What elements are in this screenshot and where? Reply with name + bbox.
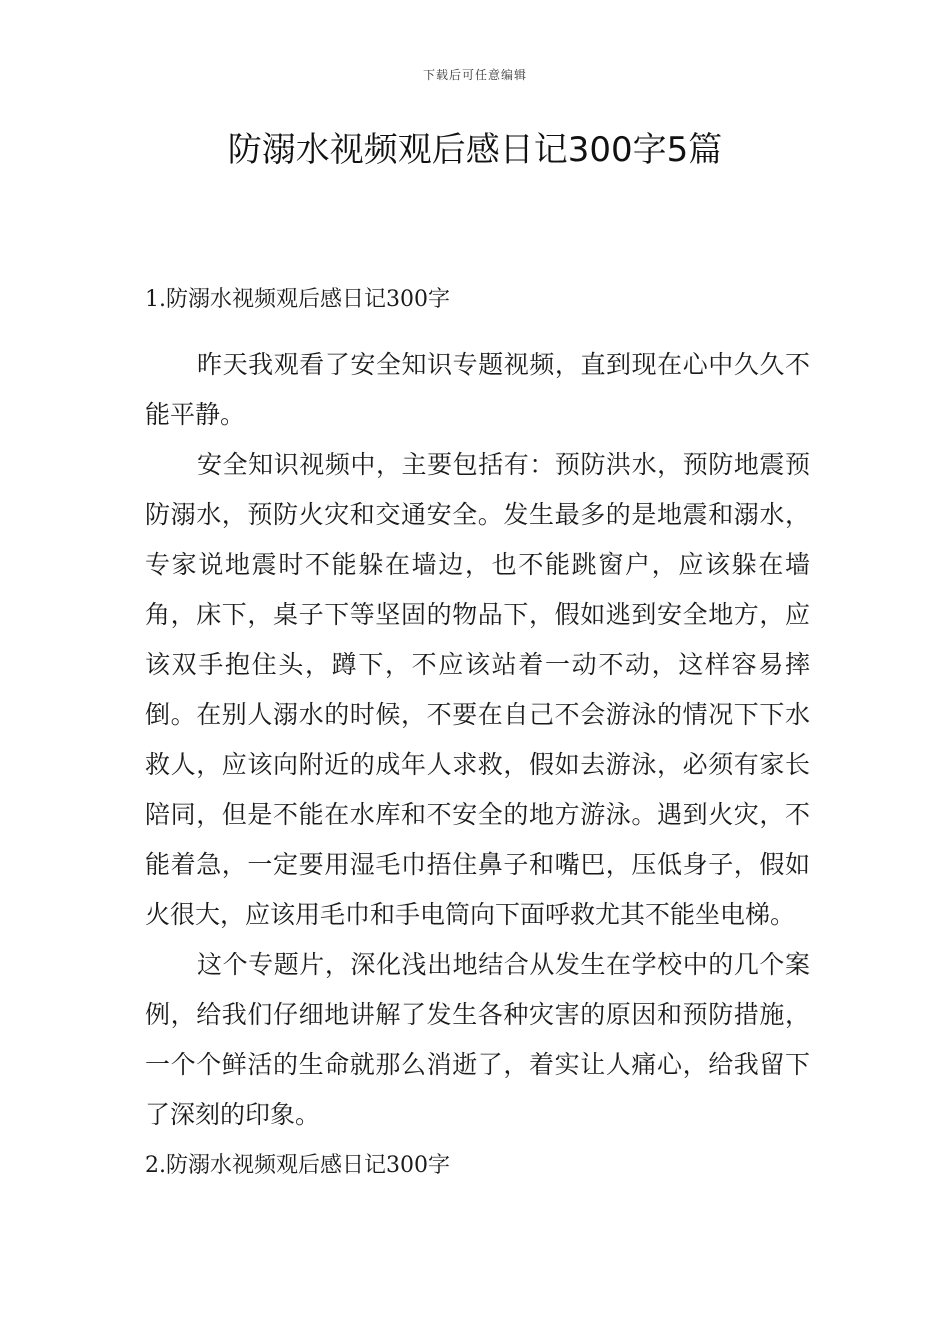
header-note: 下载后可任意编辑 [422, 68, 527, 82]
paragraph: 这个专题片，深化浅出地结合从发生在学校中的几个案例，给我们仔细地讲解了发生各种灾害的原因和预防措施，一个个鲜活的生命就那么消逝了，着实让人痛心，给我留下了深刻的印象。 [145, 950, 810, 1129]
document-title: 防溺水视频观后感日记300字5篇 [227, 130, 723, 170]
document-body [145, 280, 810, 1186]
section-heading-1: 1.防溺水视频观后感日记300字 [145, 287, 450, 312]
paragraph: 安全知识视频中，主要包括有：预防洪水，预防地震预防溺水，预防火灾和交通安全。发生最多的是地震和溺水，专家说地震时不能躲在墙边，也不能跳窗户，应该躲在墙角，床下，桌子下等坚固的物品下，假如逃到安全地方，应该双手抱住头，蹲下，不应该站着一动不动，这样容易摔倒。在别人溺水的时候，不要在自己不会游泳的情况下下水救人，应该向附近的成年人求救，假如去游泳，必须有家长陪同，但是不能在水库和不安全的地方游泳。遇到火灾，不能着急，一定要用湿毛巾捂住鼻子和嘴巴，压低身子，假如火很大，应该用毛巾和手电筒向下面呼救尤其不能坐电梯。 [145, 450, 810, 929]
paragraph: 昨天我观看了安全知识专题视频，直到现在心中久久不能平静。 [145, 350, 810, 429]
section-heading-2: 2.防溺水视频观后感日记300字 [145, 1153, 450, 1178]
